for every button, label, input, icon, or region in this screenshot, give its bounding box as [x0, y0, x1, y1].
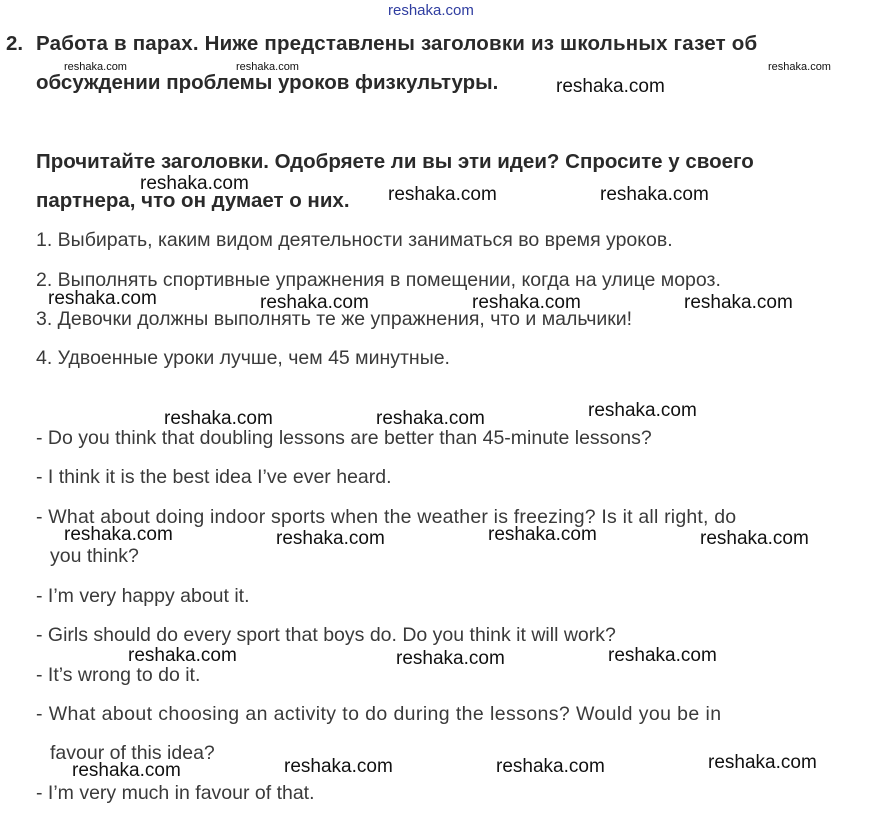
watermark: reshaka.com [140, 173, 249, 194]
watermark: reshaka.com [64, 61, 127, 73]
dialogue-line-3-cont: you think? [50, 545, 139, 567]
task-instruction-line-4: партнера, что он думает о них. [36, 189, 350, 212]
headline-2: 2. Выполнять спортивные упражнения в помещении, когда на улице мороз. [36, 269, 721, 291]
task-instruction-line-3: Прочитайте заголовки. Одобряете ли вы эти идеи? Спросите у своего [36, 150, 754, 173]
watermark: reshaka.com [48, 288, 157, 309]
watermark: reshaka.com [396, 648, 505, 669]
watermark: reshaka.com [700, 528, 809, 549]
headline-3: 3. Девочки должны выполнять те же упражнения, что и мальчики! [36, 308, 633, 330]
watermark: reshaka.com [64, 524, 173, 545]
dialogue-line-7: - What about choosing an activity to do during the lessons? Would you be in [36, 703, 722, 725]
dialogue-line-6: - It’s wrong to do it. [36, 664, 201, 686]
watermark: reshaka.com [276, 528, 385, 549]
watermark: reshaka.com [164, 408, 273, 429]
dialogue-line-8: - I’m very much in favour of that. [36, 782, 315, 804]
watermark: reshaka.com [128, 645, 237, 666]
watermark: reshaka.com [72, 760, 181, 781]
watermark: reshaka.com [472, 292, 581, 313]
watermark: reshaka.com [684, 292, 793, 313]
watermark: reshaka.com [600, 184, 709, 205]
watermark: reshaka.com [768, 61, 831, 73]
dialogue-line-7-cont: favour of this idea? [50, 742, 215, 764]
task-instruction-line-1: Работа в парах. Ниже представлены заголовки из школьных газет об [36, 32, 758, 55]
watermark: reshaka.com [376, 408, 485, 429]
dialogue-line-2: - I think it is the best idea I’ve ever heard. [36, 466, 392, 488]
watermark: reshaka.com [496, 756, 605, 777]
watermark: reshaka.com [260, 292, 369, 313]
headline-4: 4. Удвоенные уроки лучше, чем 45 минутные. [36, 347, 450, 369]
task-instruction-line-2: обсуждении проблемы уроков физкультуры. [36, 71, 499, 94]
headline-1: 1. Выбирать, каким видом деятельности заниматься во время уроков. [36, 229, 673, 251]
watermark: reshaka.com [488, 524, 597, 545]
watermark: reshaka.com [236, 61, 299, 73]
dialogue-line-3: - What about doing indoor sports when the weather is freezing? Is it all right, do [36, 506, 737, 528]
site-watermark-top[interactable]: reshaka.com [388, 2, 474, 19]
watermark: reshaka.com [556, 76, 665, 97]
watermark: reshaka.com [708, 752, 817, 773]
dialogue-line-1: - Do you think that doubling lessons are better than 45-minute lessons? [36, 427, 652, 449]
watermark: reshaka.com [388, 184, 497, 205]
task-number: 2. [6, 32, 24, 55]
watermark: reshaka.com [588, 400, 697, 421]
dialogue-line-4: - I’m very happy about it. [36, 585, 250, 607]
watermark: reshaka.com [284, 756, 393, 777]
watermark: reshaka.com [608, 645, 717, 666]
dialogue-line-5: - Girls should do every sport that boys do. Do you think it will work? [36, 624, 616, 646]
